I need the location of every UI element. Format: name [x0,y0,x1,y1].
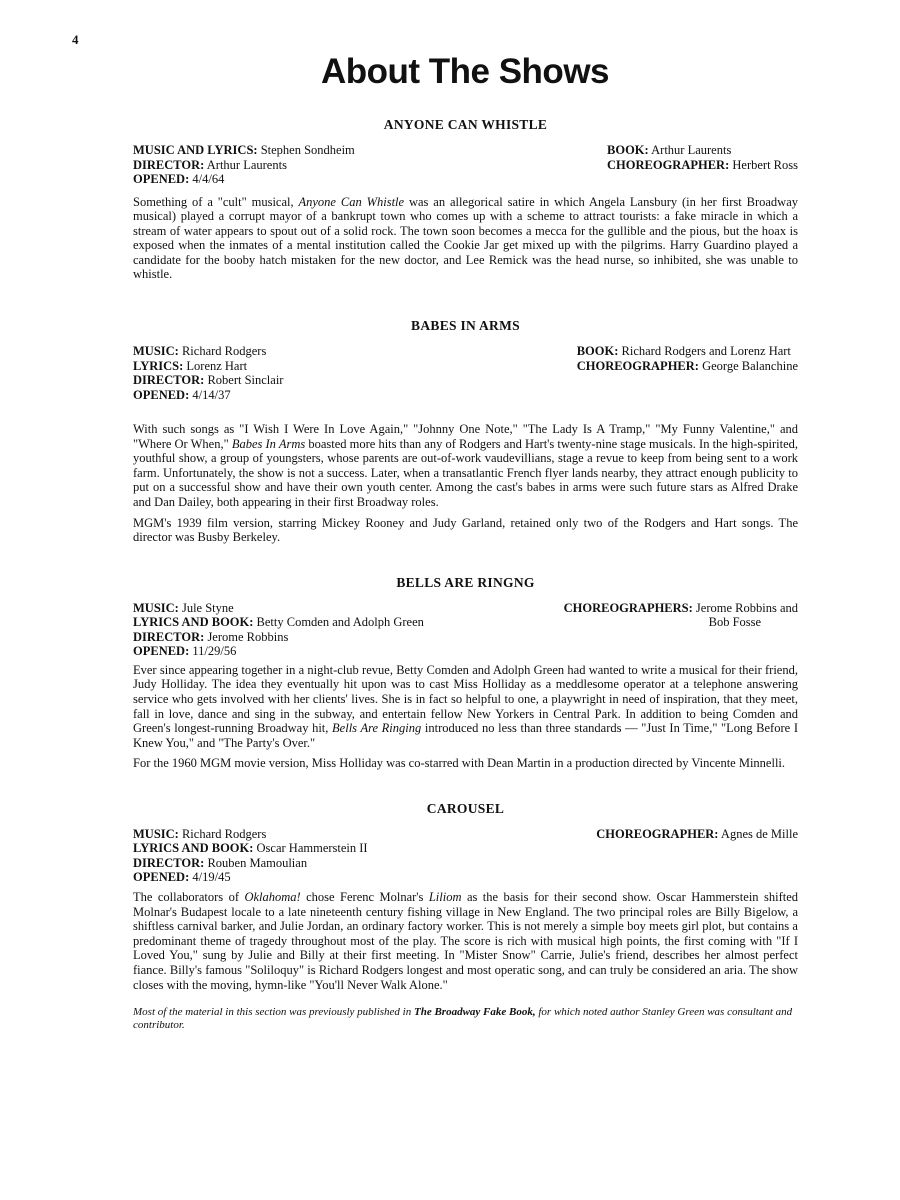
text-run: Most of the material in this section was previously published in [133,1006,414,1019]
credit-label: OPENED: [133,870,190,885]
credit-value: Lorenz Hart [183,358,248,373]
show-description [133,663,798,751]
credit-label: DIRECTOR: [133,157,205,172]
page-number: 4 [72,32,79,47]
credit-label: OPENED: [133,172,190,186]
show-title: ANYONE CAN WHISTLE [383,117,548,132]
show-name-italic: Babes In Arms [231,436,306,451]
credit-label: BOOK: [607,143,649,157]
show-section [133,575,798,771]
credit-value: 4/4/64 [189,172,225,186]
credit-line [607,143,798,158]
credit-label: MUSIC: [133,344,179,359]
show-description: For the 1960 MGM movie version, Miss Holliday was co-starred with Dean Martin in a production directed by Vincente Minnelli. [133,756,786,771]
credit-value: Richard Rodgers [178,826,267,841]
credit-value: Jerome Robbins and [692,600,798,615]
credit-value: Jule Styne [178,600,234,615]
credit-line [133,630,424,645]
credit-line [133,841,368,856]
credit-line [133,615,424,630]
credit-value: Betty Comden and Adolph Green [253,615,424,630]
credits-left [133,143,355,187]
credits-right [596,827,798,885]
credit-line [596,827,798,842]
credits-right [564,601,798,659]
credit-line [133,344,283,359]
credit-line [133,388,283,403]
credit-line [133,644,424,659]
credit-value: 4/14/37 [189,387,231,402]
book-title: The Broadway Fake Book, [414,1006,536,1019]
credit-value: Oscar Hammerstein II [253,841,368,856]
credit-value: Arthur Laurents [204,157,287,172]
show-title: BELLS ARE RINGNG [396,574,535,590]
credit-label: CHOREOGRAPHER: [607,157,730,172]
show-section [133,117,798,282]
footnote [133,1006,798,1031]
page-title: About The Shows [320,52,610,91]
credit-line [577,359,798,374]
credit-line [133,373,283,388]
show-description [133,890,798,992]
show-title: BABES IN ARMS [411,318,520,334]
credit-value: Arthur Laurents [648,143,732,157]
credit-value: Richard Rodgers and Lorenz Hart [618,344,791,359]
credits [133,601,798,659]
credit-label: LYRICS AND BOOK: [133,615,254,630]
credit-line [607,158,798,173]
credit-value: Rouben Mamoulian [204,855,308,870]
credit-line [133,143,355,158]
credit-label: LYRICS: [133,358,184,373]
text-run: chose Ferenc Molnar's [300,889,429,904]
credit-label: BOOK: [576,344,619,359]
credit-line [133,856,368,871]
show-name-italic: Bells Are Ringing [332,721,422,736]
credits-left [133,344,283,402]
show-section [133,318,798,545]
text-run: Ever since appearing together in a night-club revue, Betty Comden and Adolph Green had wanted to write a musical for their friend, Judy Holliday. The idea they eventually hit upon was to cast Miss Holliday as a meddlesome operator at a telephone answering service who gets involved with her clients' lives. She is in fact so helpful to one, a playwright in need of inspiration, that they meet, fall in love, dance and sing in the subway, and entertain fellow New Yorkers in Central Park. In addition to being Comden and Green's longest-running Broadway hit, [133,662,798,736]
show-name-italic: Anyone Can Whistle [298,194,405,209]
credit-value: George Balanchine [698,358,798,373]
text-run: introduced no less than three standards — "Just In Time," "Long Before I Knew You," and "The Party's Over." [133,721,798,750]
show-description [133,422,798,510]
text-run: for which noted author Stanley Green was consultant and contributor. [133,1006,793,1031]
credit-label: DIRECTOR: [133,629,205,644]
show-section [133,801,798,992]
credit-label: MUSIC: [133,600,179,615]
text-run: Something of a "cult" musical, [133,194,299,209]
credit-value: 11/29/56 [189,644,237,659]
credit-label: OPENED: [133,644,190,659]
credit-label: CHOREOGRAPHERS: [563,600,693,615]
credit-line [133,359,283,374]
credits-right [577,344,798,402]
text-run: as the basis for their second show. Oscar Hammerstein shifted Molnar's Budapest locale to a late nineteenth century fishing village in New England. The two principal roles are Billy Bigelow, a shiftless carnival barker, and Julie Jordan, an ordinary factory worker. This is not merely a simple boy meets girl plot, but contains a predominant theme of tragedy throughout most of the play. The score is rich with musical high points, the first coming with "If I Loved You," sung by Julie and Billy at their first meeting. In "Mister Snow" Carrie, Julie's friend, describes her almost perfect fiance. Billy's famous "Soliloquy" is Richard Rodgers longest and most operatic song, and can truly be considered an aria. The show closes with the moving, hymn-like "You'll Never Walk Alone." [133,889,799,992]
credits [133,143,798,187]
credit-line [133,158,355,173]
credit-label: MUSIC: [133,826,179,841]
show-description [133,195,798,283]
credit-line [133,172,355,187]
credit-value: 4/19/45 [189,870,231,885]
credit-label: MUSIC AND LYRICS: [133,143,258,157]
credit-label: CHOREOGRAPHER: [596,826,719,841]
credit-value: Richard Rodgers [178,344,267,359]
text-run: boasted more hits than any of Rodgers and Hart's twenty-nine stage musicals. In the high-spirited, youthful show, a group of youngsters, whose parents are out-of-work vaudevillians, stage a revue to keep from being sent to a work farm. Unfortunately, the show is not a success. Later, when a transatlantic French flyer lands nearby, they attract enough publicity to put on a successful show and have their own youth center. Among the cast's babes in arms were such future stars as Alfred Drake and Dan Dailey, both appearing in their first Broadway roles. [133,436,798,510]
show-name-italic: Oklahoma! [244,889,301,904]
credit-line [133,870,368,885]
credits-left [133,601,424,659]
credits [133,827,798,885]
show-name-italic: Liliom [428,889,462,904]
credit-line-continued: Bob Fosse [708,615,762,630]
credit-label: DIRECTOR: [133,855,205,870]
credit-label: CHOREOGRAPHER: [576,358,699,373]
credit-value: Jerome Robbins [204,629,289,644]
text-run: The collaborators of [133,889,245,904]
credit-label: OPENED: [133,387,190,402]
credit-line [577,344,798,359]
credit-label: LYRICS AND BOOK: [133,841,254,856]
credit-label: DIRECTOR: [133,373,205,388]
credits-right [607,143,798,187]
show-title: CAROUSEL [426,800,505,816]
shows-content [133,117,798,1031]
credits [133,344,798,402]
text-run: With such songs as "I Wish I Were In Love Again," "Johnny One Note," "The Lady Is A Tramp," "My Funny Valentine," and "Where Or When," [133,422,798,451]
show-description: MGM's 1939 film version, starring Mickey Rooney and Judy Garland, retained only two of the Rodgers and Hart songs. The director was Busby Berkeley. [133,515,798,545]
credit-line [564,601,798,616]
credit-value: Herbert Ross [729,157,798,172]
text-run: was an allegorical satire in which Angela Lansbury (in her first Broadway musical) played a corrupt mayor of a bankrupt town who comes up with a scheme to attract tourists: a fake miracle in which a stream of water appears to spout out of a solid rock. The town soon becomes a mecca for the gullible and the pious, but the hoax is exposed when the inmates of a mental institution called the Cookie Jar get mixed up with the pilgrims. Harry Guardino played a candidate for the booby hatch mistaken for the new doctor, and Lee Remick was the head nurse, so inhibited, she was unable to whistle. [133,194,798,282]
credit-line [133,827,368,842]
credit-line [133,601,424,616]
credit-value: Robert Sinclair [204,373,284,388]
credit-value: Stephen Sondheim [257,143,355,157]
credit-value: Agnes de Mille [718,826,798,841]
credits-left [133,827,368,885]
